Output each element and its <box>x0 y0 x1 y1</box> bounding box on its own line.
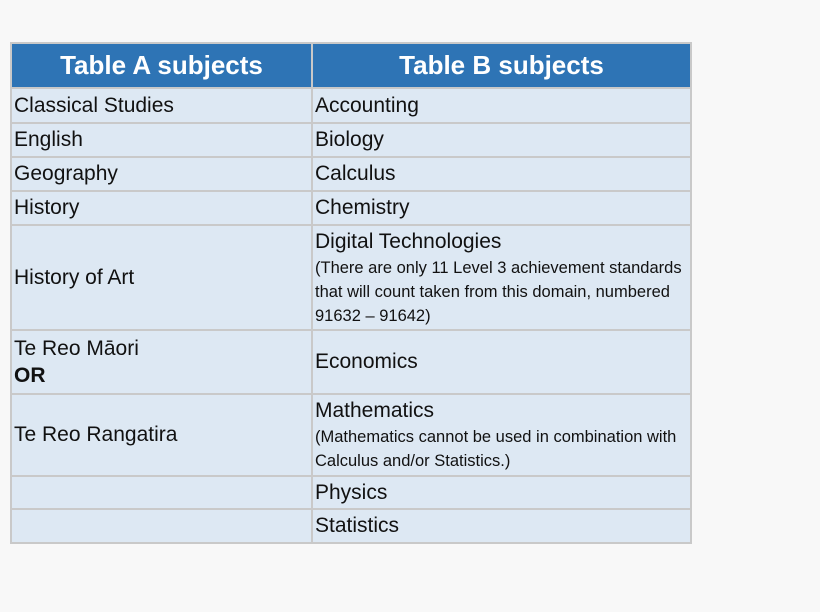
table-row <box>11 157 691 191</box>
header-table-b: Table B subjects <box>312 43 691 88</box>
table-b-cell: Physics <box>312 476 691 509</box>
table-b-cell <box>312 225 691 330</box>
table-a-cell: Geography <box>11 157 312 191</box>
subject-name: Te Reo Rangatira <box>14 423 178 446</box>
header-table-a: Table A subjects <box>11 43 312 88</box>
subject-note: (There are only 11 Level 3 achievement standards that will count taken from this domain, numbered 91632 – 91642) <box>315 258 682 325</box>
table-b-cell: Accounting <box>312 88 691 123</box>
table-b-cell: Statistics <box>312 509 691 543</box>
table-row <box>11 330 691 394</box>
table-b-cell: Calculus <box>312 157 691 191</box>
table-b-cell: Chemistry <box>312 191 691 225</box>
table-a-cell <box>11 509 312 543</box>
table-b-cell: Biology <box>312 123 691 157</box>
subject-name: Mathematics <box>315 399 435 422</box>
table-a-cell <box>11 394 312 476</box>
table-a-cell: History of Art <box>11 225 312 330</box>
subject-note: (Mathematics cannot be used in combination with Calculus and/or Statistics.) <box>315 428 677 470</box>
table-row <box>11 191 691 225</box>
table-a-cell <box>11 476 312 509</box>
table-row <box>11 509 691 543</box>
table-row <box>11 88 691 123</box>
header-row <box>11 43 691 88</box>
table-a-cell: Classical Studies <box>11 88 312 123</box>
subjects-table <box>10 42 692 544</box>
table-a-cell: History <box>11 191 312 225</box>
table-row <box>11 225 691 330</box>
table-a-cell: English <box>11 123 312 157</box>
or-label: OR <box>14 364 46 388</box>
table-row <box>11 476 691 509</box>
table-b-cell: Economics <box>312 330 691 394</box>
subject-name: Te Reo Māori <box>14 337 139 361</box>
table-row <box>11 394 691 476</box>
subject-name: Digital Technologies <box>315 229 502 253</box>
table-b-cell <box>312 394 691 476</box>
table-a-cell <box>11 330 312 394</box>
table-row <box>11 123 691 157</box>
